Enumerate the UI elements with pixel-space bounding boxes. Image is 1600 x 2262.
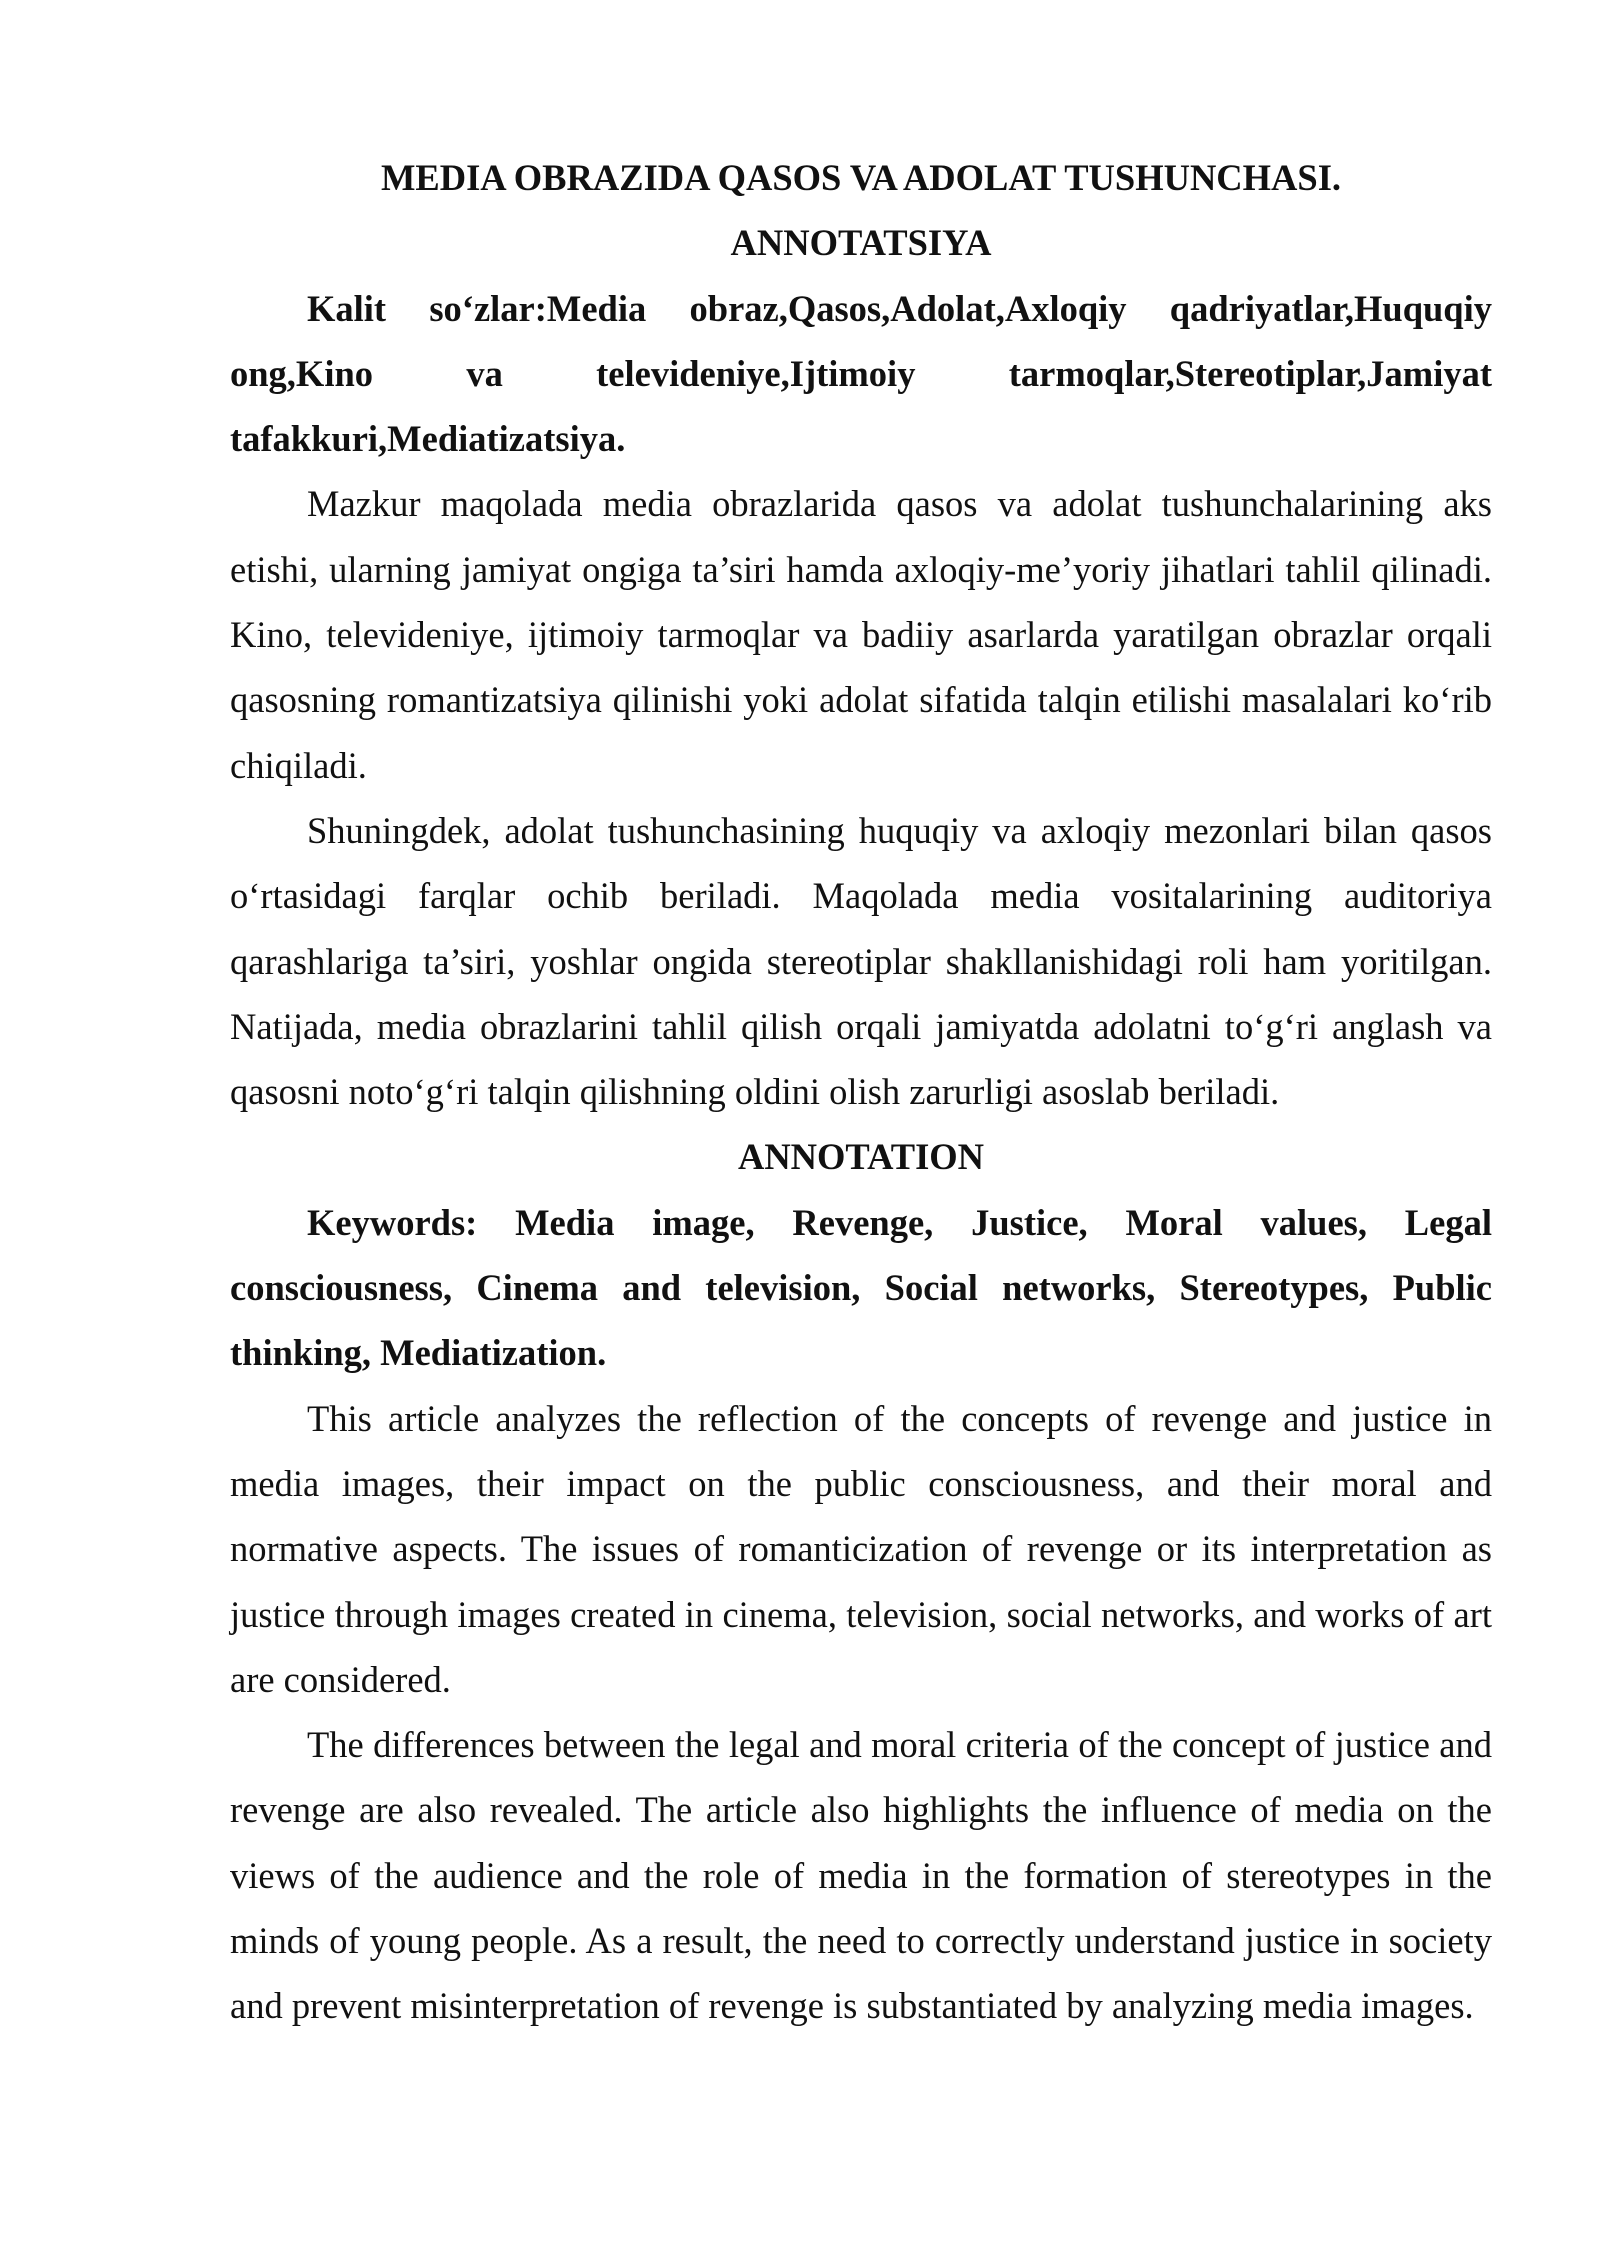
uz-keywords: Kalit so‘zlar:Media obraz,Qasos,Adolat,Axloqiy qadriyatlar,Huquqiy ong,Kino va televideniye,Ijtimoiy tarmoqlar,Stereotiplar,Jamiyat tafakkuri,Mediatizatsiya. bbox=[230, 287, 1492, 460]
en-paragraph-2: The differences between the legal and moral criteria of the concept of justice and revenge are also revealed. The article also highlights the influence of media on the views of the audience and the role of media in the formation of stereotypes in the minds of young people. As a result, the need to correctly understand justice in society and prevent misinterpretation of revenge is substantiated by analyzing media images. bbox=[230, 1724, 1492, 2027]
document-title: MEDIA OBRAZIDA QASOS VA ADOLAT TUSHUNCHASI. bbox=[380, 157, 1342, 198]
document-content bbox=[230, 145, 1492, 2039]
en-keywords: Keywords: Media image, Revenge, Justice, Moral values, Legal consciousness, Cinema and television, Social networks, Stereotypes, Public thinking, Mediatization. bbox=[230, 1201, 1492, 1374]
en-annotation-heading: ANNOTATION bbox=[737, 1136, 985, 1178]
en-paragraph-1: This article analyzes the reflection of the concepts of revenge and justice in media images, their impact on the public consciousness, and their moral and normative aspects. The issues of romanticization of revenge or its interpretation as justice through images created in cinema, television, social networks, and works of art are considered. bbox=[230, 1397, 1492, 1700]
uz-paragraph-2: Shuningdek, adolat tushunchasining huquqiy va axloqiy mezonlari bilan qasos o‘rtasidagi farqlar ochib beriladi. Maqolada media vositalarining auditoriya qarashlariga ta’siri, yoshlar ongida stereotiplar shakllanishidagi roli ham yoritilgan. Natijada, media obrazlarini tahlil qilish orqali jamiyatda adolatni to‘g‘ri anglash va qasosni noto‘g‘ri talqin qilishning oldini olish zarurligi asoslab beriladi. bbox=[230, 809, 1492, 1113]
uz-paragraph-1: Mazkur maqolada media obrazlarida qasos va adolat tushunchalarining aks etishi, ularning jamiyat ongiga ta’siri hamda axloqiy-me’yoriy jihatlari tahlil qilinadi. Kino, televideniye, ijtimoiy tarmoqlar va badiiy asarlarda yaratilgan obrazlar orqali qasosning romantizatsiya qilinishi yoki adolat sifatida talqin etilishi masalalari ko‘rib chiqiladi. bbox=[230, 483, 1492, 786]
uz-annotation-heading: ANNOTATSIYA bbox=[730, 222, 992, 264]
